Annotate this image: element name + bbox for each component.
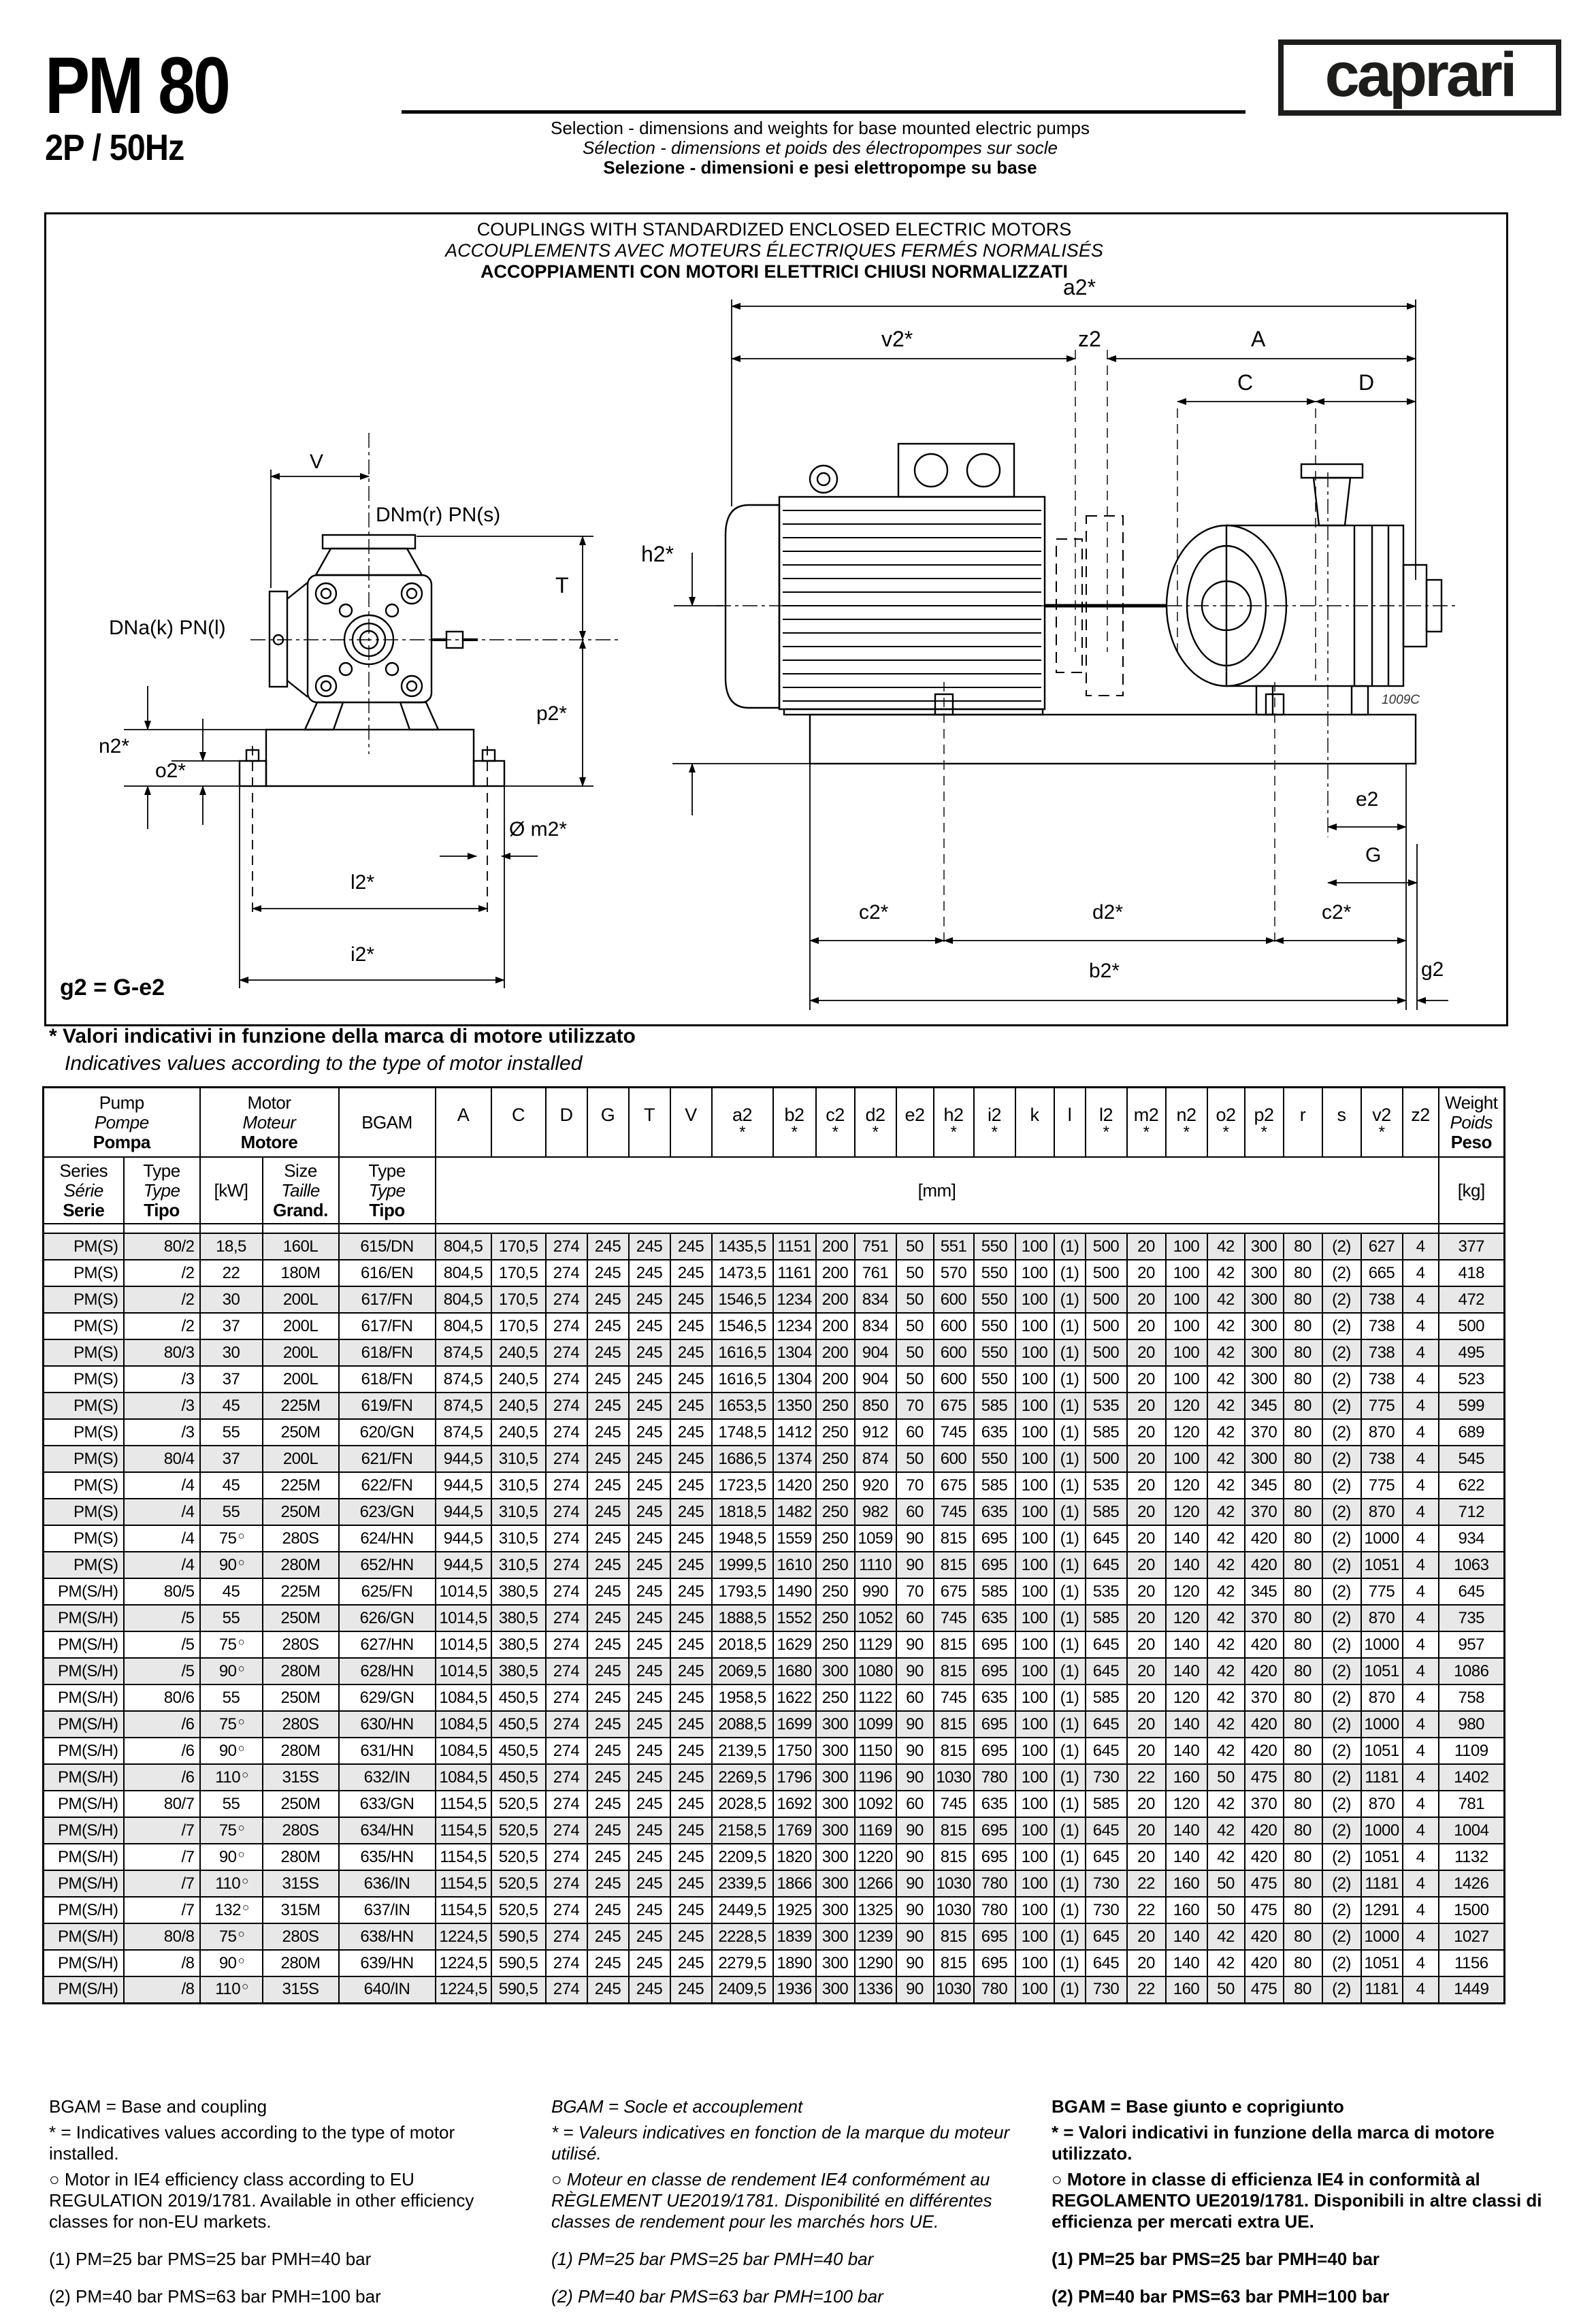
- dim-label-n2: n2*: [99, 735, 130, 758]
- table-row: PM(S) /4 45 225M 622/FN 944,5 310,5 274 245 245 245 1723,5 1420 250 920 70 675 585 100 (1) 535 20 120 42 345 80 (2) 775 4 622: [44, 1472, 1505, 1499]
- table-row: PM(S/H) /7 90 ○ 280M 635/HN 1154,5 520,5 274 245 245 245 2209,5 1820 300 1220 90 815 695 100 (1) 645 20 140 42 420 80 (2) 1051 4 1132: [44, 1844, 1505, 1870]
- col-header-p2: p2 *: [1245, 1088, 1284, 1158]
- ie4-marker-icon: ○: [238, 1741, 245, 1755]
- table-row: PM(S) /4 90 ○ 280M 652/HN 944,5 310,5 274 245 245 245 1999,5 1610 250 1110 90 815 695 100 (1) 645 20 140 42 420 80 (2) 1051 4 1063: [44, 1552, 1505, 1578]
- footnote-line: ○ Moteur en classe de rendement IE4 conformément au RÈGLEMENT UE2019/1781. Disponibilité en différentes classes de rendement pour les marchés hors UE.: [551, 2169, 992, 2232]
- col-header-d2: d2 *: [855, 1088, 896, 1158]
- table-row: PM(S) 80/2 18,5 160L 615/DN 804,5 170,5 274 245 245 245 1435,5 1151 200 751 50 551 550 100 (1) 500 20 100 42 300 80 (2) 627 4 377: [44, 1233, 1505, 1260]
- diagram-title-it: ACCOPPIAMENTI CON MOTORI ELETTRICI CHIUSI NORMALIZZATI: [481, 261, 1068, 282]
- header-rule: [402, 110, 1245, 114]
- table-body: [44, 1233, 1505, 2003]
- table-row: PM(S/H) /6 75 ○ 280S 630/HN 1084,5 450,5 274 245 245 245 2088,5 1699 300 1099 90 815 695 100 (1) 645 20 140 42 420 80 (2) 1000 4 980: [44, 1711, 1505, 1738]
- subtitle-it: Selezione - dimensioni e pesi elettropompe su base: [603, 157, 1037, 178]
- col-header-v2: v2 *: [1361, 1088, 1403, 1158]
- table-row: PM(S/H) /8 110 ○ 315S 640/IN 1224,5 590,5 274 245 245 245 2409,5 1936 300 1336 90 1030 780 100 (1) 730 22 160 50 475 80 (2) 1181 4 1449: [44, 1976, 1505, 2003]
- diagram-frame: [44, 212, 1508, 1026]
- table-row: PM(S) 80/3 30 200L 618/FN 874,5 240,5 274 245 245 245 1616,5 1304 200 904 50 600 550 100 (1) 500 20 100 42 300 80 (2) 738 4 495: [44, 1339, 1505, 1366]
- table-row: PM(S) /2 37 200L 617/FN 804,5 170,5 274 245 245 245 1546,5 1234 200 834 50 600 550 100 (1) 500 20 100 42 300 80 (2) 738 4 500: [44, 1313, 1505, 1339]
- page-subtitle-variant: 2P / 50Hz: [45, 127, 184, 168]
- diagram-title: [44, 219, 1504, 282]
- col-header-l: l: [1054, 1088, 1086, 1158]
- table-spacer-row: [44, 1224, 1505, 1233]
- ie4-marker-icon: ○: [238, 1847, 245, 1861]
- brand-logo-text: caprari: [1324, 40, 1515, 110]
- col-header-a2: a2 *: [712, 1088, 773, 1158]
- footnote-line: BGAM = Base giunto e coprigiunto: [1052, 2096, 1344, 2117]
- col-group-weight: Weight Poids Peso: [1439, 1088, 1505, 1158]
- footnote-line: (2) PM=40 bar PMS=63 bar PMH=100 bar: [49, 2286, 381, 2307]
- table-row: PM(S) /3 37 200L 618/FN 874,5 240,5 274 245 245 245 1616,5 1304 200 904 50 600 550 100 (1) 500 20 100 42 300 80 (2) 738 4 523: [44, 1366, 1505, 1393]
- table-row: PM(S/H) /6 110 ○ 315S 632/IN 1084,5 450,5 274 245 245 245 2269,5 1796 300 1196 90 1030 780 100 (1) 730 22 160 50 475 80 (2) 1181 4 1402: [44, 1764, 1505, 1791]
- dimensions-table: [42, 1086, 1505, 2004]
- dim-label-t: T: [555, 573, 569, 598]
- dim-label-c2-left: c2*: [859, 901, 889, 924]
- table-row: PM(S/H) /6 90 ○ 280M 631/HN 1084,5 450,5 274 245 245 245 2139,5 1750 300 1150 90 815 695 100 (1) 645 20 140 42 420 80 (2) 1051 4 1109: [44, 1738, 1505, 1764]
- col-group-pump: Pump Pompe Pompa: [44, 1088, 200, 1158]
- table-row: PM(S/H) 80/5 45 225M 625/FN 1014,5 380,5 274 245 245 245 1793,5 1490 250 990 70 675 585 100 (1) 535 20 120 42 345 80 (2) 775 4 645: [44, 1578, 1505, 1605]
- dim-label-v: V: [310, 451, 324, 473]
- table-row: PM(S/H) 80/6 55 250M 629/GN 1084,5 450,5 274 245 245 245 1958,5 1622 250 1122 60 745 635 100 (1) 585 20 120 42 370 80 (2) 870 4 758: [44, 1684, 1505, 1711]
- ie4-marker-icon: ○: [242, 1980, 248, 1993]
- ie4-marker-icon: ○: [238, 1635, 245, 1648]
- table-row: PM(S) /4 55 250M 623/GN 944,5 310,5 274 245 245 245 1818,5 1482 250 982 60 745 635 100 (1) 585 20 120 42 370 80 (2) 870 4 712: [44, 1499, 1505, 1525]
- footnotes-en: [49, 2096, 525, 2312]
- ie4-marker-icon: ○: [242, 1768, 248, 1781]
- ie4-marker-icon: ○: [238, 1821, 245, 1834]
- dim-label-A: A: [1251, 327, 1266, 351]
- table-row: PM(S) /2 22 180M 616/EN 804,5 170,5 274 245 245 245 1473,5 1161 200 761 50 570 550 100 (1) 500 20 100 42 300 80 (2) 665 4 418: [44, 1260, 1505, 1286]
- page-title: PM 80: [45, 41, 229, 131]
- footnotes-fr: [551, 2096, 1028, 2312]
- table-row: PM(S/H) /7 132 ○ 315M 637/IN 1154,5 520,5 274 245 245 245 2449,5 1925 300 1325 90 1030 780 100 (1) 730 22 160 50 475 80 (2) 1291 4 1500: [44, 1897, 1505, 1923]
- subtitle-en: Selection - dimensions and weights for base mounted electric pumps: [551, 118, 1090, 138]
- footnote-line: * = Indicatives values according to the type of motor installed.: [49, 2122, 455, 2164]
- col-header-type: Type Type Tipo: [124, 1157, 200, 1224]
- dim-label-a2: a2*: [1063, 275, 1096, 299]
- dim-label-o2: o2*: [155, 760, 186, 782]
- note-asterisk-en: Indicatives values according to the type of motor installed: [65, 1052, 583, 1075]
- table-row: PM(S/H) 80/7 55 250M 633/GN 1154,5 520,5 274 245 245 245 2028,5 1692 300 1092 60 745 635 100 (1) 585 20 120 42 370 80 (2) 870 4 781: [44, 1791, 1505, 1817]
- dim-label-b2: b2*: [1089, 960, 1120, 982]
- ie4-marker-icon: ○: [238, 1714, 245, 1728]
- table-row: PM(S/H) /5 90 ○ 280M 628/HN 1014,5 380,5 274 245 245 245 2069,5 1680 300 1080 90 815 695 100 (1) 645 20 140 42 420 80 (2) 1051 4 1086: [44, 1658, 1505, 1684]
- col-header-z2: z2: [1403, 1088, 1439, 1158]
- dim-label-c2-right: c2*: [1322, 901, 1352, 924]
- col-header-e2: e2: [896, 1088, 934, 1158]
- dim-label-l2: l2*: [351, 871, 375, 894]
- col-header-A: A: [436, 1088, 491, 1158]
- footnote-line: (1) PM=25 bar PMS=25 bar PMH=40 bar: [49, 2249, 372, 2269]
- table-row: PM(S) /3 45 225M 619/FN 874,5 240,5 274 245 245 245 1653,5 1350 250 850 70 675 585 100 (1) 535 20 120 42 345 80 (2) 775 4 599: [44, 1393, 1505, 1419]
- col-header-C: C: [491, 1088, 546, 1158]
- dim-label-C: C: [1237, 370, 1254, 395]
- document-subtitles: [381, 118, 1259, 178]
- col-header-i2: i2 *: [974, 1088, 1015, 1158]
- col-header-bgam-type: Type Type Tipo: [339, 1157, 436, 1224]
- dim-label-D: D: [1358, 370, 1375, 395]
- ie4-marker-icon: ○: [238, 1953, 245, 1967]
- footnote-line: * = Valeurs indicatives en fonction de la marque du moteur utilisé.: [551, 2122, 1010, 2164]
- col-header-D: D: [546, 1088, 587, 1158]
- col-header-o2: o2 *: [1207, 1088, 1245, 1158]
- dim-label-m2: Ø m2*: [509, 818, 568, 841]
- unit-mm: [mm]: [436, 1157, 1439, 1224]
- footnote-line: (1) PM=25 bar PMS=25 bar PMH=40 bar: [1052, 2249, 1380, 2269]
- col-header-T: T: [629, 1088, 670, 1158]
- footnote-line: ○ Motore in classe di efficienza IE4 in conformità al REGOLAMENTO UE2019/1781. Disponibili in altre classi di efficienza per mercati extra UE.: [1052, 2169, 1542, 2232]
- footnote-line: BGAM = Base and coupling: [49, 2096, 267, 2117]
- dim-label-e2: e2: [1356, 788, 1379, 811]
- footnote-line: (1) PM=25 bar PMS=25 bar PMH=40 bar: [551, 2249, 874, 2269]
- ie4-marker-icon: ○: [238, 1529, 245, 1542]
- col-header-V: V: [670, 1088, 712, 1158]
- table-row: PM(S/H) /5 75 ○ 280S 627/HN 1014,5 380,5 274 245 245 245 2018,5 1629 250 1129 90 815 695 100 (1) 645 20 140 42 420 80 (2) 1000 4 957: [44, 1631, 1505, 1658]
- brand-logo: [1278, 39, 1561, 116]
- dim-label-i2: i2*: [351, 943, 375, 966]
- col-header-m2: m2 *: [1127, 1088, 1166, 1158]
- ie4-marker-icon: ○: [242, 1900, 249, 1914]
- col-header-series: Series Série Serie: [44, 1157, 124, 1224]
- unit-kg: [kg]: [1439, 1157, 1505, 1224]
- table-row: PM(S/H) /7 75 ○ 280S 634/HN 1154,5 520,5 274 245 245 245 2158,5 1769 300 1169 90 815 695 100 (1) 645 20 140 42 420 80 (2) 1000 4 1004: [44, 1817, 1505, 1844]
- table-row: PM(S/H) /7 110 ○ 315S 636/IN 1154,5 520,5 274 245 245 245 2339,5 1866 300 1266 90 1030 780 100 (1) 730 22 160 50 475 80 (2) 1181 4 1426: [44, 1870, 1505, 1897]
- table-row: PM(S) /3 55 250M 620/GN 874,5 240,5 274 245 245 245 1748,5 1412 250 912 60 745 635 100 (1) 585 20 120 42 370 80 (2) 870 4 689: [44, 1419, 1505, 1446]
- ie4-marker-icon: ○: [238, 1555, 245, 1569]
- ie4-marker-icon: ○: [238, 1661, 245, 1675]
- col-header-size: Size Taille Grand.: [263, 1157, 339, 1224]
- ie4-marker-icon: ○: [238, 1927, 245, 1940]
- dim-label-p2: p2*: [536, 702, 568, 725]
- col-header-bgam: BGAM: [339, 1088, 436, 1158]
- col-header-b2: b2 *: [773, 1088, 816, 1158]
- table-row: PM(S/H) /5 55 250M 626/GN 1014,5 380,5 274 245 245 245 1888,5 1552 250 1052 60 745 635 100 (1) 585 20 120 42 370 80 (2) 870 4 735: [44, 1605, 1505, 1631]
- diagram-title-fr: ACCOUPLEMENTS AVEC MOTEURS ÉLECTRIQUES FERMÉS NORMALISÉS: [445, 240, 1103, 261]
- col-group-motor: Motor Moteur Motore: [200, 1088, 339, 1158]
- footnote-line: (2) PM=40 bar PMS=63 bar PMH=100 bar: [551, 2286, 883, 2307]
- dim-label-dna: DNa(k) PN(l): [109, 617, 226, 639]
- dim-label-dnm: DNm(r) PN(s): [376, 504, 501, 526]
- ie4-marker-icon: ○: [242, 1874, 248, 1887]
- drawing-code: 1009C: [1382, 693, 1420, 707]
- dim-label-d2: d2*: [1092, 901, 1124, 924]
- table-row: PM(S) /4 75 ○ 280S 624/HN 944,5 310,5 274 245 245 245 1948,5 1559 250 1059 90 815 695 100 (1) 645 20 140 42 420 80 (2) 1000 4 934: [44, 1525, 1505, 1552]
- dim-label-z2: z2: [1078, 327, 1101, 351]
- table-row: PM(S) /2 30 200L 617/FN 804,5 170,5 274 245 245 245 1546,5 1234 200 834 50 600 550 100 (1) 500 20 100 42 300 80 (2) 738 4 472: [44, 1286, 1505, 1313]
- table-header-group-row: [44, 1088, 1505, 1158]
- footnote-line: ○ Motor in IE4 efficiency class according to EU REGULATION 2019/1781. Available in other efficiency classes for non-EU markets.: [49, 2169, 474, 2232]
- col-header-n2: n2 *: [1166, 1088, 1207, 1158]
- col-header-l2: l2 *: [1086, 1088, 1127, 1158]
- footnote-line: (2) PM=40 bar PMS=63 bar PMH=100 bar: [1052, 2286, 1390, 2307]
- dim-label-G: G: [1365, 844, 1382, 866]
- col-header-c2: c2 *: [816, 1088, 855, 1158]
- table-row: PM(S) 80/4 37 200L 621/FN 944,5 310,5 274 245 245 245 1686,5 1374 250 874 50 600 550 100 (1) 500 20 100 42 300 80 (2) 738 4 545: [44, 1446, 1505, 1472]
- dim-label-v2: v2*: [881, 327, 913, 351]
- dim-label-g2: g2: [1421, 958, 1444, 981]
- col-header-G: G: [587, 1088, 629, 1158]
- footnotes-it: [1052, 2096, 1555, 2312]
- table-header-sub-row: [44, 1157, 1505, 1224]
- diagram-title-en: COUPLINGS WITH STANDARDIZED ENCLOSED ELECTRIC MOTORS: [476, 219, 1072, 240]
- col-header-k: k: [1015, 1088, 1054, 1158]
- table-row: PM(S/H) 80/8 75 ○ 280S 638/HN 1224,5 590,5 274 245 245 245 2228,5 1839 300 1239 90 815 695 100 (1) 645 20 140 42 420 80 (2) 1000 4 1027: [44, 1923, 1505, 1950]
- col-header-r: r: [1284, 1088, 1322, 1158]
- col-header-h2: h2 *: [934, 1088, 974, 1158]
- footnote-line: * = Valori indicativi in funzione della marca di motore utilizzato.: [1052, 2122, 1495, 2164]
- col-header-s: s: [1322, 1088, 1361, 1158]
- dim-label-h2: h2*: [641, 542, 674, 566]
- footnote-line: BGAM = Socle et accouplement: [551, 2096, 803, 2117]
- note-asterisk-it: * Valori indicativi in funzione della marca di motore utilizzato: [49, 1025, 636, 1047]
- formula-g2: g2 = G-e2: [60, 975, 165, 1000]
- table-row: PM(S/H) /8 90 ○ 280M 639/HN 1224,5 590,5 274 245 245 245 2279,5 1890 300 1290 90 815 695 100 (1) 645 20 140 42 420 80 (2) 1051 4 1156: [44, 1950, 1505, 1976]
- subtitle-fr: Sélection - dimensions et poids des électropompes sur socle: [582, 137, 1058, 158]
- col-header-kw: [kW]: [200, 1157, 263, 1224]
